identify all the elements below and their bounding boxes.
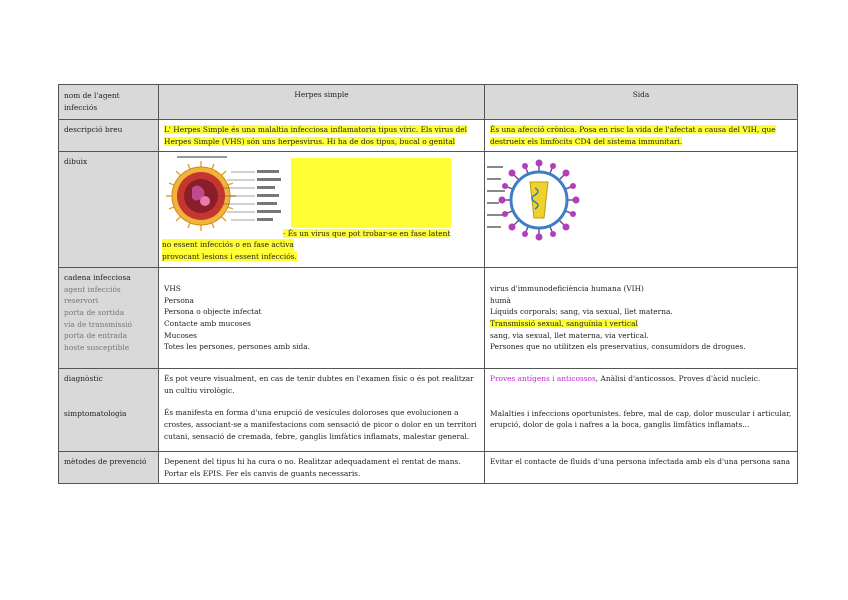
hiv-virus-drawing [485, 158, 585, 242]
cadena-label: reservori [64, 296, 99, 306]
cadena-label: hoste susceptible [64, 342, 130, 352]
cadena-value: Totes les persones, persones amb sida. [164, 342, 310, 352]
cadena-value: Contacte amb mucoses [164, 318, 251, 328]
sida-simptomatologia-text: Malalties i infeccions oportunistes. febre, mal de cap, dolor muscular i articular, erupció, dolor de gola i nafres a la boca, ganglis limfàtics inflamats... [490, 408, 792, 430]
cadena-label: agent infecciós [64, 284, 121, 294]
sida-descripcio: És una afecció crònica. Posa en risc la vida de l'afectat a causa del VIH, que destrueix els limfòcits CD4 del sistema immunitari. [485, 120, 798, 152]
herpes-diagnostic [159, 369, 485, 452]
header-herpes: Herpes simple [159, 85, 485, 120]
cadena-value: Persones que no utilitzen els preservatius, consumidors de drogues. [490, 342, 746, 352]
label-descripcio: descripció breu [59, 120, 159, 152]
herpes-caption-3: provocant lesions i essent infecciós. [162, 251, 297, 261]
cadena-value: VHS [164, 284, 181, 294]
yellow-highlight-block [291, 158, 451, 228]
herpes-diagnostic-text: És pot veure visualment, en cas de tenir dubtes en l'examen físic o és pot realitzar un cultiu virològic. [164, 374, 474, 395]
label-cadena [59, 268, 159, 369]
cadena-title: cadena infecciosa [64, 273, 131, 283]
herpes-caption-2: no essent infecciós o en fase activa [162, 240, 294, 250]
row-descripcio [59, 120, 798, 152]
sida-diagnostic-text: Proves antígens i anticossos, Anàlisi d'anticossos. Proves d'àcid nucleic. [490, 374, 761, 384]
herpes-cadena [159, 268, 485, 369]
cadena-value: Persona [164, 295, 194, 305]
cadena-label: via de transmissió [64, 319, 132, 329]
cadena-label: porta de sortida [64, 307, 125, 317]
cadena-value: Persona o objecte infectat [164, 307, 262, 317]
label-prevencio: mètodes de prevenció [59, 452, 159, 484]
header-row [59, 85, 798, 120]
row-dibuix [59, 152, 798, 268]
agent-label: nom de l'agent infecciós [64, 91, 120, 112]
infectious-agents-table [58, 84, 798, 484]
cadena-value: Transmissió sexual, sanguínia i vertical [490, 318, 638, 328]
label-diagnostic: diagnòstic [64, 374, 103, 384]
row-prevencio [59, 452, 798, 484]
label-dibuix: dibuix [59, 152, 159, 268]
herpes-simptomatologia-text: És manifesta en forma d'una erupció de vesícules doloroses que evolucionen a crostes, associant-se a manifestacions com sensació de picor o dolor en un territori cutani, sensació de cremada, febre, ganglis limfàtics inflamats, malestar general. [164, 408, 477, 441]
cadena-label: porta de entrada [64, 331, 128, 341]
sida-cadena [485, 268, 798, 369]
row-cadena [59, 268, 798, 369]
sida-dibuix [485, 152, 798, 268]
sida-prevencio: Evitar el contacte de fluids d'una persona infectada amb els d'una persona sana [485, 452, 798, 484]
herpes-dibuix [159, 152, 485, 268]
herpes-prevencio: Depenent del tipus hi ha cura o no. Realitzar adequadament el rentat de mans. Portar els EPIS. Fer els canvis de guants necessaris. [159, 452, 485, 484]
header-sida: Sida [485, 85, 798, 120]
agent-label-cell [59, 85, 159, 120]
cadena-value: Líquids corporals; sang, via sexual, llet materna. [490, 307, 673, 317]
herpes-caption-1: · És un virus que pot trobar-se en fase latent [283, 229, 451, 239]
row-diagnostic [59, 369, 798, 452]
label-diagnostic-simptomatologia [59, 369, 159, 452]
cadena-value: sang, via sexual, llet materna, via vertical. [490, 330, 649, 340]
cadena-value: humà [490, 295, 511, 305]
sida-diagnostic [485, 369, 798, 452]
label-simptomatologia: simptomatologia [64, 408, 127, 418]
cadena-value: virus d'immunodeficiència humana (VIH) [490, 284, 644, 294]
herpes-descripcio: L' Herpes Simple és una malaltia infecciosa inflamatoria tipus víric. Els virus del Herpes Simple (VHS) són uns herpesvirus. Hi ha de dos tipus, bucal o genital [159, 120, 485, 152]
herpes-virus-drawing [165, 156, 285, 234]
cadena-value: Mucoses [164, 330, 197, 340]
